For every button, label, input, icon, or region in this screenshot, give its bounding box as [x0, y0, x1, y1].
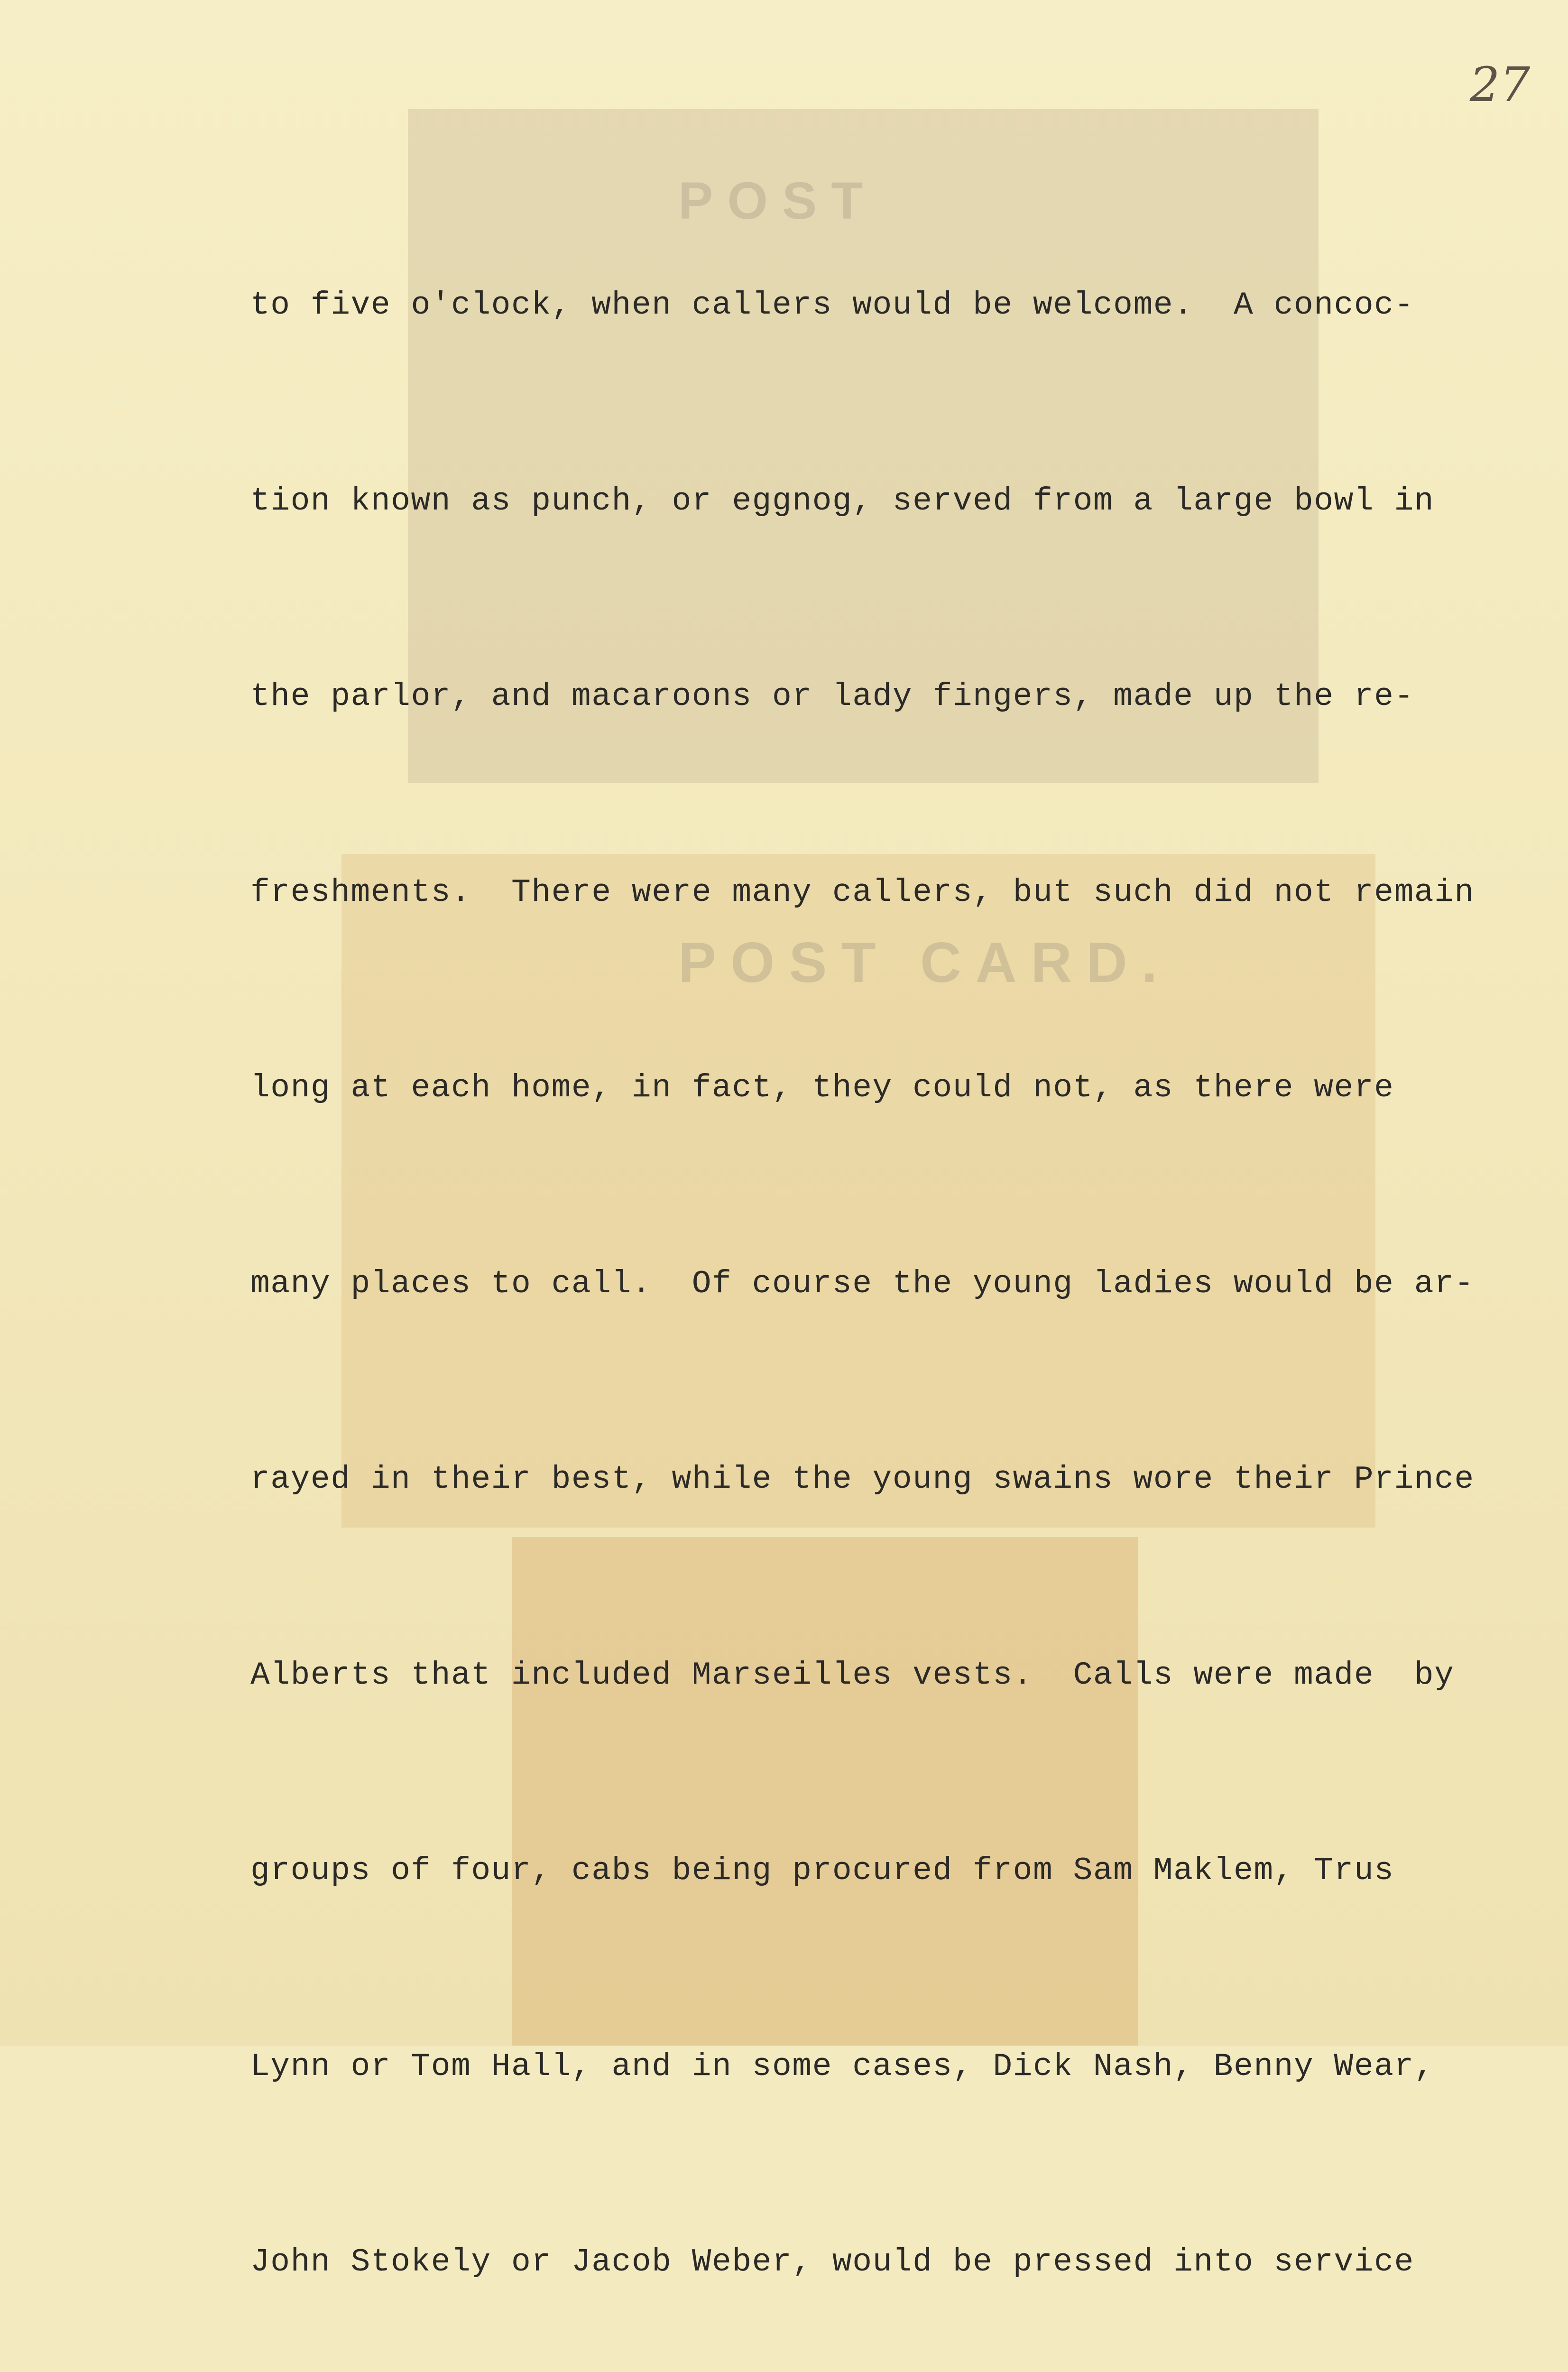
text-line: freshments. There were many callers, but such did not remain: [250, 874, 1475, 911]
text-line: many places to call. Of course the young ladies would be ar-: [250, 1265, 1475, 1302]
text-line: tion known as punch, or eggnog, served from a large bowl in: [250, 482, 1435, 519]
text-line: groups of four, cabs being procured from Sam Maklem, Trus: [250, 1853, 1394, 1889]
text-line: Alberts that included Marseilles vests. Calls were made by: [250, 1657, 1455, 1694]
ghost-postcard-title: POST CARD.: [678, 931, 1172, 994]
text-line: John Stokely or Jacob Weber, would be pressed into service: [250, 2244, 1414, 2280]
page-number: 27: [1469, 57, 1530, 112]
text-line: to five o'clock, when callers would be welcome. A concoc-: [250, 287, 1414, 324]
text-line: rayed in their best, while the young swains wore their Prince: [250, 1461, 1475, 1498]
text-line: long at each home, in fact, they could not, as there were: [250, 1070, 1394, 1106]
text-line: the parlor, and macaroons or lady fingers, made up the re-: [250, 678, 1414, 715]
text-line: Lynn or Tom Hall, and in some cases, Dick Nash, Benny Wear,: [250, 2048, 1435, 2085]
typewritten-text: [250, 142, 1475, 2372]
ghost-postcard-heading: POST: [678, 172, 877, 230]
